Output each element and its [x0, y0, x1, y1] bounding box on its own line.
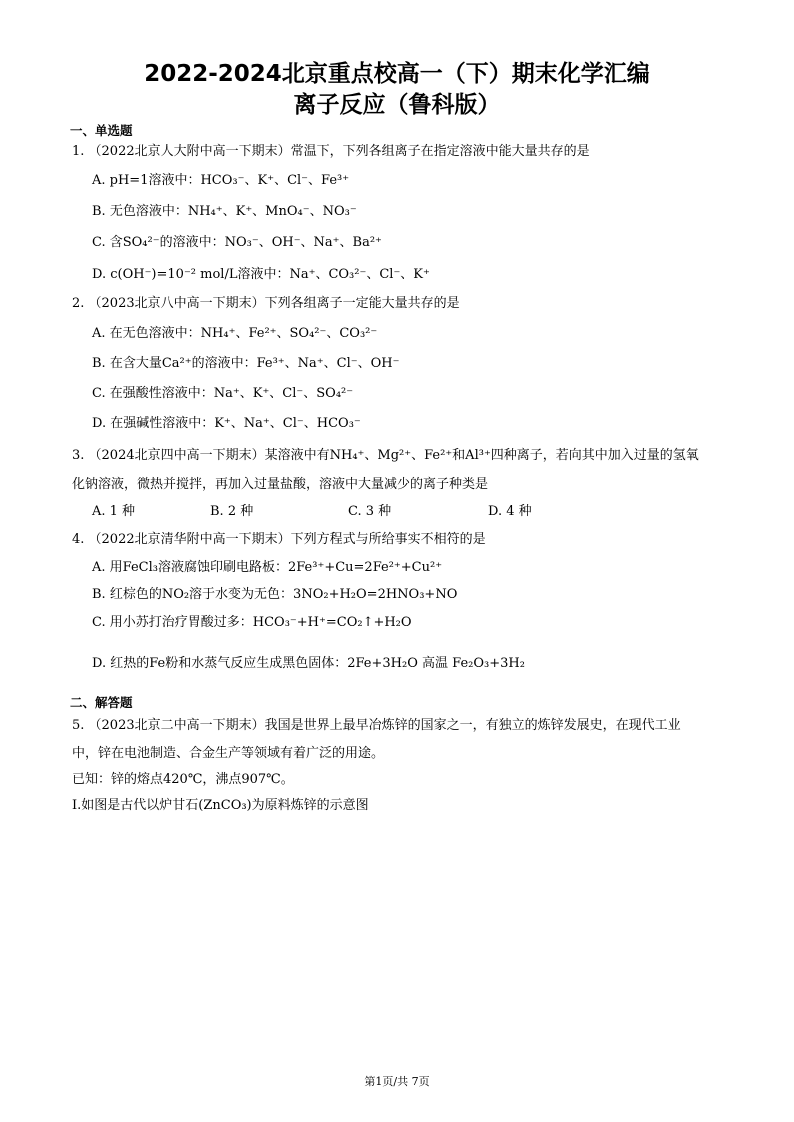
q2-option-c: C. 在强酸性溶液中：Na⁺、K⁺、Cl⁻、SO₄²⁻: [92, 386, 354, 401]
question-4-stem: 4. （2022北京清华附中高一下期末）下列方程式与所给事实不相符的是: [72, 532, 486, 547]
page-title-line2: 离子反应（鲁科版）: [293, 92, 501, 118]
q3-option-c: C. 3 种: [348, 504, 392, 519]
q3-option-d: D. 4 种: [488, 504, 532, 519]
section-heading-single-choice: 一、单选题: [70, 123, 133, 138]
question-3-stem-line2: 化钠溶液，微热并搅拌，再加入过量盐酸，溶液中大量减少的离子种类是: [72, 477, 489, 492]
q1-option-b: B. 无色溶液中：NH₄⁺、K⁺、MnO₄⁻、NO₃⁻: [92, 204, 357, 219]
q4-option-c: C. 用小苏打治疗胃酸过多：HCO₃⁻+H⁺=CO₂↑+H₂O: [92, 615, 412, 630]
q1-option-a: A. pH=1溶液中：HCO₃⁻、K⁺、Cl⁻、Fe³⁺: [92, 173, 350, 188]
q4-option-d: D. 红热的Fe粉和水蒸气反应生成黑色固体：2Fe+3H₂O 高温 Fe₂O₃+3H₂: [92, 656, 525, 671]
q2-option-b: B. 在含大量Ca²⁺的溶液中：Fe³⁺、Na⁺、Cl⁻、OH⁻: [92, 356, 400, 371]
question-5-stem-line2: 中，锌在电池制造、合金生产等领域有着广泛的用途。: [72, 746, 385, 761]
question-5-part-1: Ⅰ.如图是古代以炉甘石(ZnCO₃)为原料炼锌的示意图: [72, 798, 369, 813]
q1-option-c: C. 含SO₄²⁻的溶液中：NO₃⁻、OH⁻、Na⁺、Ba²⁺: [92, 235, 382, 250]
page-title-line1: 2022-2024北京重点校高一（下）期末化学汇编: [144, 61, 650, 87]
question-5-known: 已知：锌的熔点420℃，沸点907℃。: [72, 772, 294, 787]
question-2-stem: 2. （2023北京八中高一下期末）下列各组离子一定能大量共存的是: [72, 296, 460, 311]
question-5-stem-line1: 5. （2023北京二中高一下期末）我国是世界上最早冶炼锌的国家之一，有独立的炼锌发展史，在现代工业: [72, 718, 681, 733]
question-1-stem: 1. （2022北京人大附中高一下期末）常温下，下列各组离子在指定溶液中能大量共存的是: [72, 144, 590, 159]
q4-option-a: A. 用FeCl₃溶液腐蚀印刷电路板：2Fe³⁺+Cu=2Fe²⁺+Cu²⁺: [92, 560, 443, 575]
q2-option-d: D. 在强碱性溶液中：K⁺、Na⁺、Cl⁻、HCO₃⁻: [92, 416, 361, 431]
q2-option-a: A. 在无色溶液中：NH₄⁺、Fe²⁺、SO₄²⁻、CO₃²⁻: [92, 326, 378, 341]
q3-option-a: A. 1 种: [92, 504, 136, 519]
q3-option-b: B. 2 种: [210, 504, 254, 519]
page-footer: 第1页/共 7页: [364, 1075, 430, 1088]
question-3-stem-line1: 3. （2024北京四中高一下期末）某溶液中有NH₄⁺、Mg²⁺、Fe²⁺和Al³⁺四种离子，若向其中加入过量的氢氧: [72, 448, 699, 463]
q4-option-b: B. 红棕色的NO₂溶于水变为无色：3NO₂+H₂O=2HNO₃+NO: [92, 587, 458, 602]
q1-option-d: D. c(OH⁻)=10⁻² mol/L溶液中：Na⁺、CO₃²⁻、Cl⁻、K⁺: [92, 267, 430, 282]
section-heading-answer: 二、解答题: [70, 695, 133, 710]
